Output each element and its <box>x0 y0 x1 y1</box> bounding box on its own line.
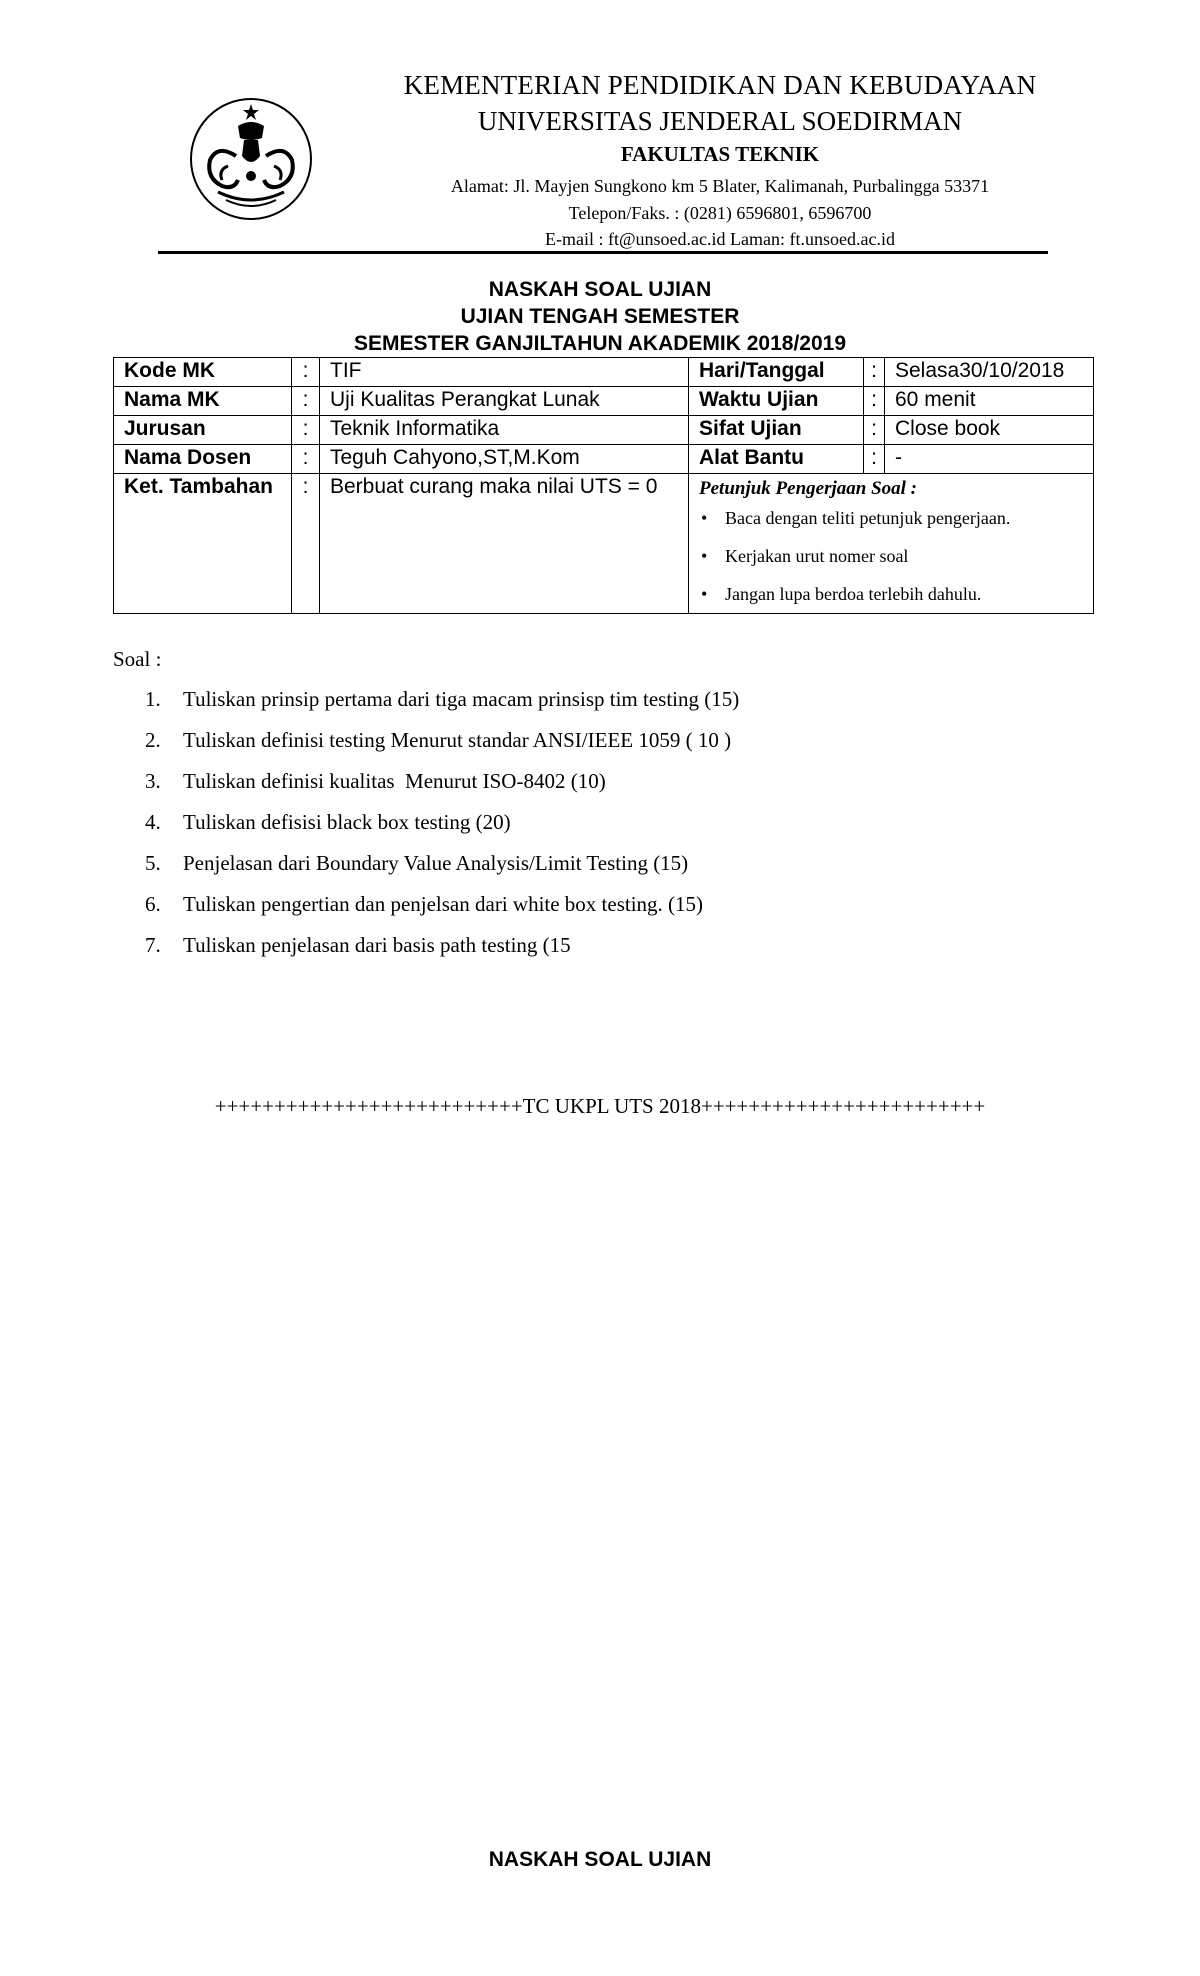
hari-tanggal-value: Selasa30/10/2018 <box>885 358 1094 387</box>
address-line: Alamat: Jl. Mayjen Sungkono km 5 Blater, Kalimanah, Purbalingga 53371 <box>450 176 990 196</box>
colon: : <box>864 445 885 474</box>
question-number: 3. <box>145 769 161 793</box>
soal-label: Soal : <box>113 647 162 671</box>
waktu-ujian-label: Waktu Ujian <box>689 387 864 416</box>
bottom-title: NASKAH SOAL UJIAN <box>488 1848 712 1871</box>
email-web-line: E-mail : ft@unsoed.ac.id Laman: ft.unsoed.ac.id <box>545 229 895 249</box>
faculty-name: FAKULTAS TEKNIK <box>620 142 820 166</box>
ket-tambahan-value: Berbuat curang maka nilai UTS = 0 <box>320 474 689 614</box>
question-number: 4. <box>145 810 161 834</box>
question-text: Tuliskan defisisi black box testing (20) <box>183 810 511 834</box>
ket-tambahan-label: Ket. Tambahan <box>114 474 292 614</box>
question-item <box>145 767 739 808</box>
list-item: • Baca dengan teliti petunjuk pengerjaan. <box>699 508 1093 528</box>
jurusan-value: Teknik Informatika <box>320 416 689 445</box>
table-row <box>114 358 1094 387</box>
question-number: 5. <box>145 851 161 875</box>
colon: : <box>864 416 885 445</box>
colon: : <box>292 387 320 416</box>
question-item <box>145 931 739 972</box>
nama-dosen-label: Nama Dosen <box>114 445 292 474</box>
university-emblem-icon <box>188 96 314 222</box>
colon: : <box>292 358 320 387</box>
list-item: • Kerjakan urut nomer soal <box>699 546 1093 566</box>
kode-mk-label: Kode MK <box>114 358 292 387</box>
kode-mk-value: TIF <box>320 358 689 387</box>
letterhead-divider <box>158 251 1048 254</box>
petunjuk-cell <box>689 474 1094 614</box>
exam-info-table <box>113 357 1094 614</box>
colon: : <box>292 474 320 614</box>
question-text: Tuliskan definisi testing Menurut standar ANSI/IEEE 1059 ( 10 ) <box>183 728 732 752</box>
nama-dosen-value: Teguh Cahyono,ST,M.Kom <box>320 445 689 474</box>
sifat-ujian-label: Sifat Ujian <box>689 416 864 445</box>
table-row <box>114 416 1094 445</box>
exam-type-title: UJIAN TENGAH SEMESTER <box>460 305 740 328</box>
question-text: Tuliskan penjelasan dari basis path testing (15 <box>183 933 571 957</box>
nama-mk-label: Nama MK <box>114 387 292 416</box>
colon: : <box>292 445 320 474</box>
waktu-ujian-value: 60 menit <box>885 387 1094 416</box>
semester-title: SEMESTER GANJILTAHUN AKADEMIK 2018/2019 <box>353 332 847 355</box>
question-text: Tuliskan prinsip pertama dari tiga macam prinsisp tim testing (15) <box>183 687 740 711</box>
question-item <box>145 808 739 849</box>
question-item <box>145 685 739 726</box>
question-text: Tuliskan definisi kualitas Menurut ISO-8402 (10) <box>183 769 606 793</box>
table-row <box>114 474 1094 614</box>
petunjuk-list <box>699 508 1093 604</box>
document-title: NASKAH SOAL UJIAN <box>488 278 712 301</box>
question-item <box>145 849 739 890</box>
question-list <box>145 685 739 972</box>
question-text: Tuliskan pengertian dan penjelsan dari white box testing. (15) <box>183 892 704 916</box>
petunjuk-title: Petunjuk Pengerjaan Soal : <box>699 478 917 499</box>
alat-bantu-value: - <box>885 445 1094 474</box>
sifat-ujian-value: Close book <box>885 416 1094 445</box>
colon: : <box>864 387 885 416</box>
question-number: 6. <box>145 892 161 916</box>
question-number: 7. <box>145 933 161 957</box>
jurusan-label: Jurusan <box>114 416 292 445</box>
ministry-name: KEMENTERIAN PENDIDIKAN DAN KEBUDAYAAN <box>403 70 1037 100</box>
table-row <box>114 445 1094 474</box>
question-number: 2. <box>145 728 161 752</box>
list-item: • Jangan lupa berdoa terlebih dahulu. <box>699 584 1093 604</box>
question-text: Penjelasan dari Boundary Value Analysis/Limit Testing (15) <box>183 851 689 875</box>
nama-mk-value: Uji Kualitas Perangkat Lunak <box>320 387 689 416</box>
colon: : <box>292 416 320 445</box>
question-item <box>145 726 739 767</box>
university-name: UNIVERSITAS JENDERAL SOEDIRMAN <box>477 106 963 136</box>
question-number: 1. <box>145 687 161 711</box>
alat-bantu-label: Alat Bantu <box>689 445 864 474</box>
hari-tanggal-label: Hari/Tanggal <box>689 358 864 387</box>
colon: : <box>864 358 885 387</box>
footer-divider-text: ++++++++++++++++++++++++++TC UKPL UTS 2018++++++++++++++++++++++++ <box>214 1094 986 1118</box>
table-row <box>114 387 1094 416</box>
phone-line: Telepon/Faks. : (0281) 6596801, 6596700 <box>568 203 872 223</box>
question-item <box>145 890 739 931</box>
